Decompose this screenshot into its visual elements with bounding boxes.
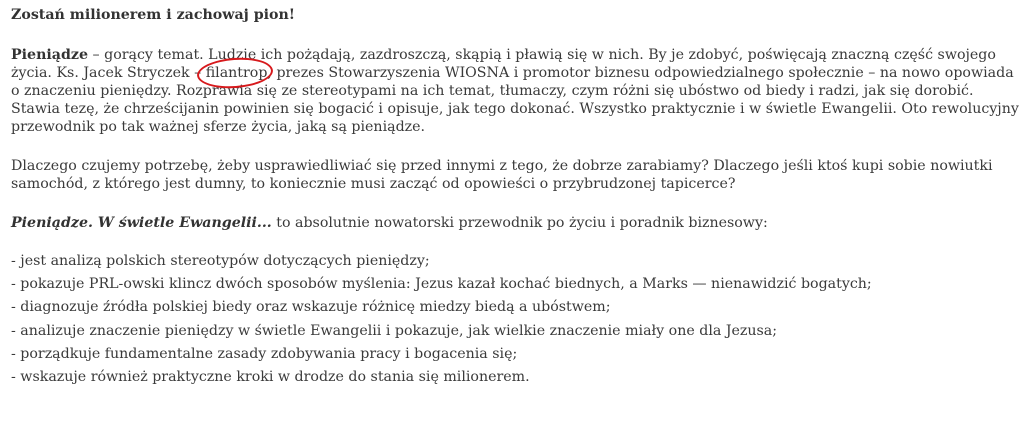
list-item: - diagnozuje źródła polskiej biedy oraz wskazuje różnicę miedzy biedą a ubóstwem; [11, 299, 611, 316]
article-title: Zostań milionerem i zachowaj pion! [11, 7, 296, 23]
book-description [11, 214, 1021, 232]
intro-paragraph [11, 46, 1021, 136]
intro-text-b: , prezes Stowarzyszenia WIOSNA i promotor biznesu odpowiedzialnego społecznie – na nowo opowiada o znaczeniu pieniędzy. Rozprawia się ze stereotypami na ich temat, tłumaczy, czym różni się ubóstwo od biedy i radzi, jak się dorobić. Stawia tezę, że chrześcijanin powinien się bogacić i opisuje, jak tego dokonać. Wszystko praktycznie i w świetle Ewangelii. Oto rewolucyjny przewodnik po tak ważnej sferze życia, jaką są pieniądze. [11, 65, 1019, 135]
list-item: - pokazuje PRL-owski klincz dwóch sposobów myślenia: Jezus kazał kochać biednych, a Marks — nienawidzić bogatych; [11, 276, 872, 293]
highlighted-word [206, 64, 268, 82]
list-item: - porządkuje fundamentalne zasady zdobywania pracy i bogacenia się; [11, 345, 518, 362]
questions-paragraph: Dlaczego czujemy potrzebę, żeby usprawiedliwiać się przed innymi z tego, że dobrze zarabiamy? Dlaczego jeśli ktoś kupi sobie nowiutki samochód, z którego jest dumny, to koniecznie musi zacząć od opowieści o przybrudzonej tapicerce? [11, 158, 993, 192]
book-title: Pieniądze. W świetle Ewangelii... [11, 215, 272, 231]
list-item: - analizuje znaczenie pieniędzy w świetle Ewangelii i pokazuje, jak wielkie znaczenie miały one dla Jezusa; [11, 322, 778, 339]
list-item: - wskazuje również praktyczne kroki w drodze do stania się milionerem. [11, 368, 530, 385]
intro-text-a: – gorący temat. Ludzie ich pożądają, zazdroszczą, skąpią i pławią się w nich. By je zdobyć, poświęcają znaczną część swojego życia. Ks. Jacek Stryczek – [11, 47, 996, 81]
intro-lead: Pieniądze [11, 47, 88, 63]
highlighted-word-text: filantrop [205, 65, 268, 81]
feature-list [11, 250, 1021, 389]
book-description-text: to absolutnie nowatorski przewodnik po życiu i poradnik biznesowy: [271, 215, 768, 231]
list-item: - jest analizą polskich stereotypów dotyczących pieniędzy; [11, 253, 430, 269]
article [11, 0, 1021, 389]
